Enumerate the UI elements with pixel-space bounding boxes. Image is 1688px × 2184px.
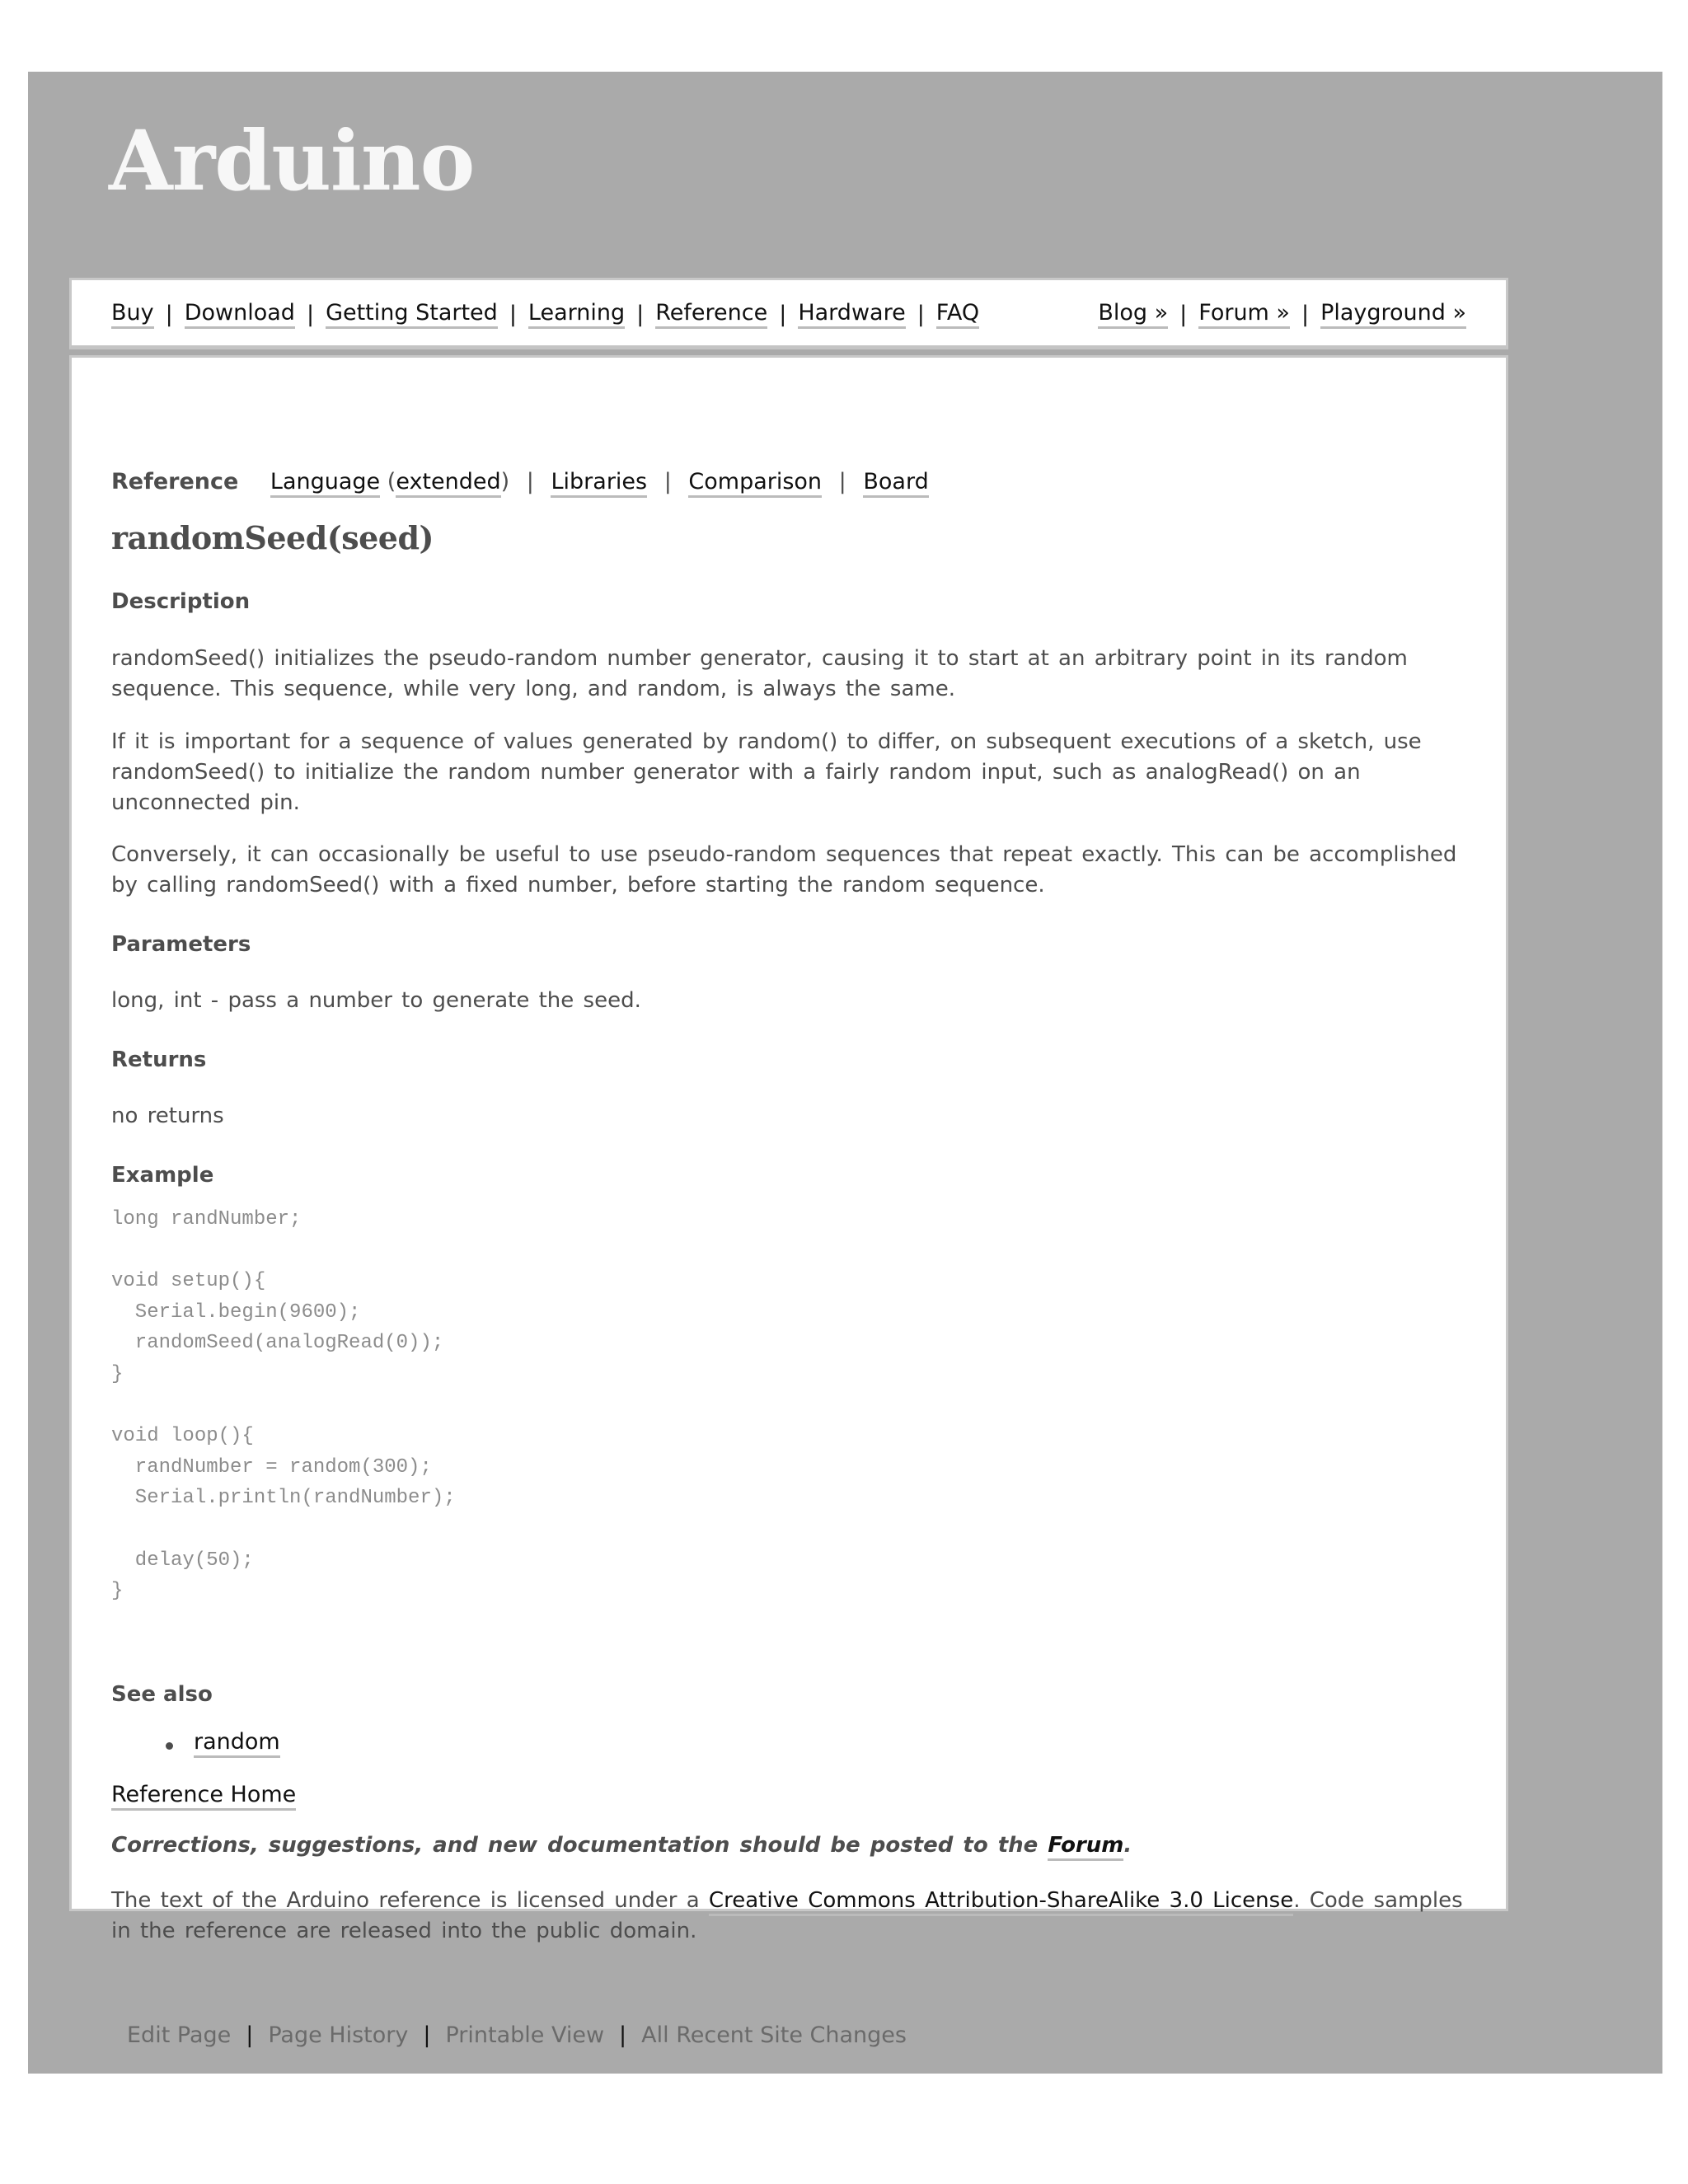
description-paragraph-2: If it is important for a sequence of values generated by random() to differ, on subsequent executions of a sketch, use randomSeed() to initialize the random number generator with a fairly random input, such as analogRead() on an unconnected pin. xyxy=(111,729,1422,815)
nav-right-group xyxy=(1098,280,1466,348)
nav-separator: | xyxy=(779,301,787,327)
breadcrumb-separator: | xyxy=(526,469,534,494)
see-also-list xyxy=(111,1729,280,1755)
breadcrumb-libraries-link[interactable]: Libraries xyxy=(551,469,647,498)
nav-reference-link[interactable]: Reference xyxy=(655,300,767,329)
site-title: Arduino xyxy=(109,112,475,209)
edit-page-link[interactable]: Edit Page xyxy=(127,2022,232,2048)
nav-separator: | xyxy=(1179,301,1188,327)
page-footer xyxy=(127,2022,907,2048)
example-code-block: long randNumber; void setup(){ Serial.begin(9600); randomSeed(analogRead(0)); } void loop(){ randNumber = random(300); Serial.println(randNumber); delay(50); } xyxy=(111,1208,456,1603)
recent-changes-link[interactable]: All Recent Site Changes xyxy=(641,2022,907,2048)
license-prefix: The text of the Arduino reference is licensed under a xyxy=(111,1888,700,1913)
footer-separator: | xyxy=(246,2022,254,2048)
description-paragraph-1: randomSeed() initializes the pseudo-random number generator, causing it to start at an arbitrary point in its random sequence. This sequence, while very long, and random, is always the same. xyxy=(111,646,1408,701)
license-note xyxy=(111,1886,1468,1947)
printable-view-link[interactable]: Printable View xyxy=(445,2022,605,2048)
nav-left-group xyxy=(111,280,979,348)
breadcrumb xyxy=(111,469,929,494)
nav-separator: | xyxy=(509,301,517,327)
page-history-link[interactable]: Page History xyxy=(268,2022,409,2048)
breadcrumb-board-link[interactable]: Board xyxy=(863,469,928,498)
footer-separator: | xyxy=(619,2022,627,2048)
license-link[interactable]: Creative Commons Attribution-ShareAlike 3.0 License xyxy=(709,1888,1293,1916)
nav-forum-link[interactable]: Forum » xyxy=(1198,300,1290,329)
breadcrumb-extended-link[interactable]: extended xyxy=(396,469,500,498)
page-title: randomSeed(seed) xyxy=(111,519,434,556)
see-also-random-link[interactable]: random xyxy=(194,1729,280,1758)
nav-blog-link[interactable]: Blog » xyxy=(1098,300,1168,329)
top-navigation xyxy=(69,278,1508,349)
example-heading: Example xyxy=(111,1163,214,1188)
license-suffix: . Code samples in the reference are released into the public domain. xyxy=(111,1888,1463,1943)
breadcrumb-separator: | xyxy=(663,469,672,494)
paren-close: ) xyxy=(500,469,510,494)
description-paragraph-3: Conversely, it can occasionally be useful to use pseudo-random sequences that repeat exactly. This can be accomplished by calling randomSeed() with a fixed number, before starting the random sequence. xyxy=(111,842,1457,898)
parameters-text: long, int - pass a number to generate the seed. xyxy=(111,988,641,1013)
returns-text: no returns xyxy=(111,1104,224,1128)
description-heading: Description xyxy=(111,589,251,614)
returns-heading: Returns xyxy=(111,1047,207,1072)
nav-separator: | xyxy=(917,301,925,327)
nav-separator: | xyxy=(1301,301,1310,327)
breadcrumb-label: Reference xyxy=(111,469,239,494)
nav-separator: | xyxy=(306,301,315,327)
nav-playground-link[interactable]: Playground » xyxy=(1320,300,1466,329)
breadcrumb-language-link[interactable]: Language xyxy=(270,469,380,498)
see-also-heading: See also xyxy=(111,1682,213,1707)
nav-faq-link[interactable]: FAQ xyxy=(936,300,979,329)
corrections-end: . xyxy=(1123,1833,1132,1858)
corrections-text: Corrections, suggestions, and new documentation should be posted to the xyxy=(111,1833,1039,1858)
breadcrumb-separator: | xyxy=(838,469,846,494)
main-content xyxy=(69,355,1508,1943)
nav-buy-link[interactable]: Buy xyxy=(111,300,154,329)
nav-download-link[interactable]: Download xyxy=(185,300,295,329)
corrections-forum-link[interactable]: Forum xyxy=(1048,1833,1123,1861)
reference-home-link[interactable]: Reference Home xyxy=(111,1782,296,1811)
nav-learning-link[interactable]: Learning xyxy=(528,300,625,329)
breadcrumb-comparison-link[interactable]: Comparison xyxy=(688,469,822,498)
paren-open: ( xyxy=(387,469,396,494)
nav-hardware-link[interactable]: Hardware xyxy=(798,300,905,329)
nav-separator: | xyxy=(636,301,645,327)
nav-getting-started-link[interactable]: Getting Started xyxy=(326,300,498,329)
page-frame xyxy=(28,72,1662,2074)
parameters-heading: Parameters xyxy=(111,932,251,957)
list-item xyxy=(111,1729,280,1755)
corrections-note xyxy=(111,1833,1132,1858)
nav-separator: | xyxy=(165,301,173,327)
footer-separator: | xyxy=(423,2022,431,2048)
